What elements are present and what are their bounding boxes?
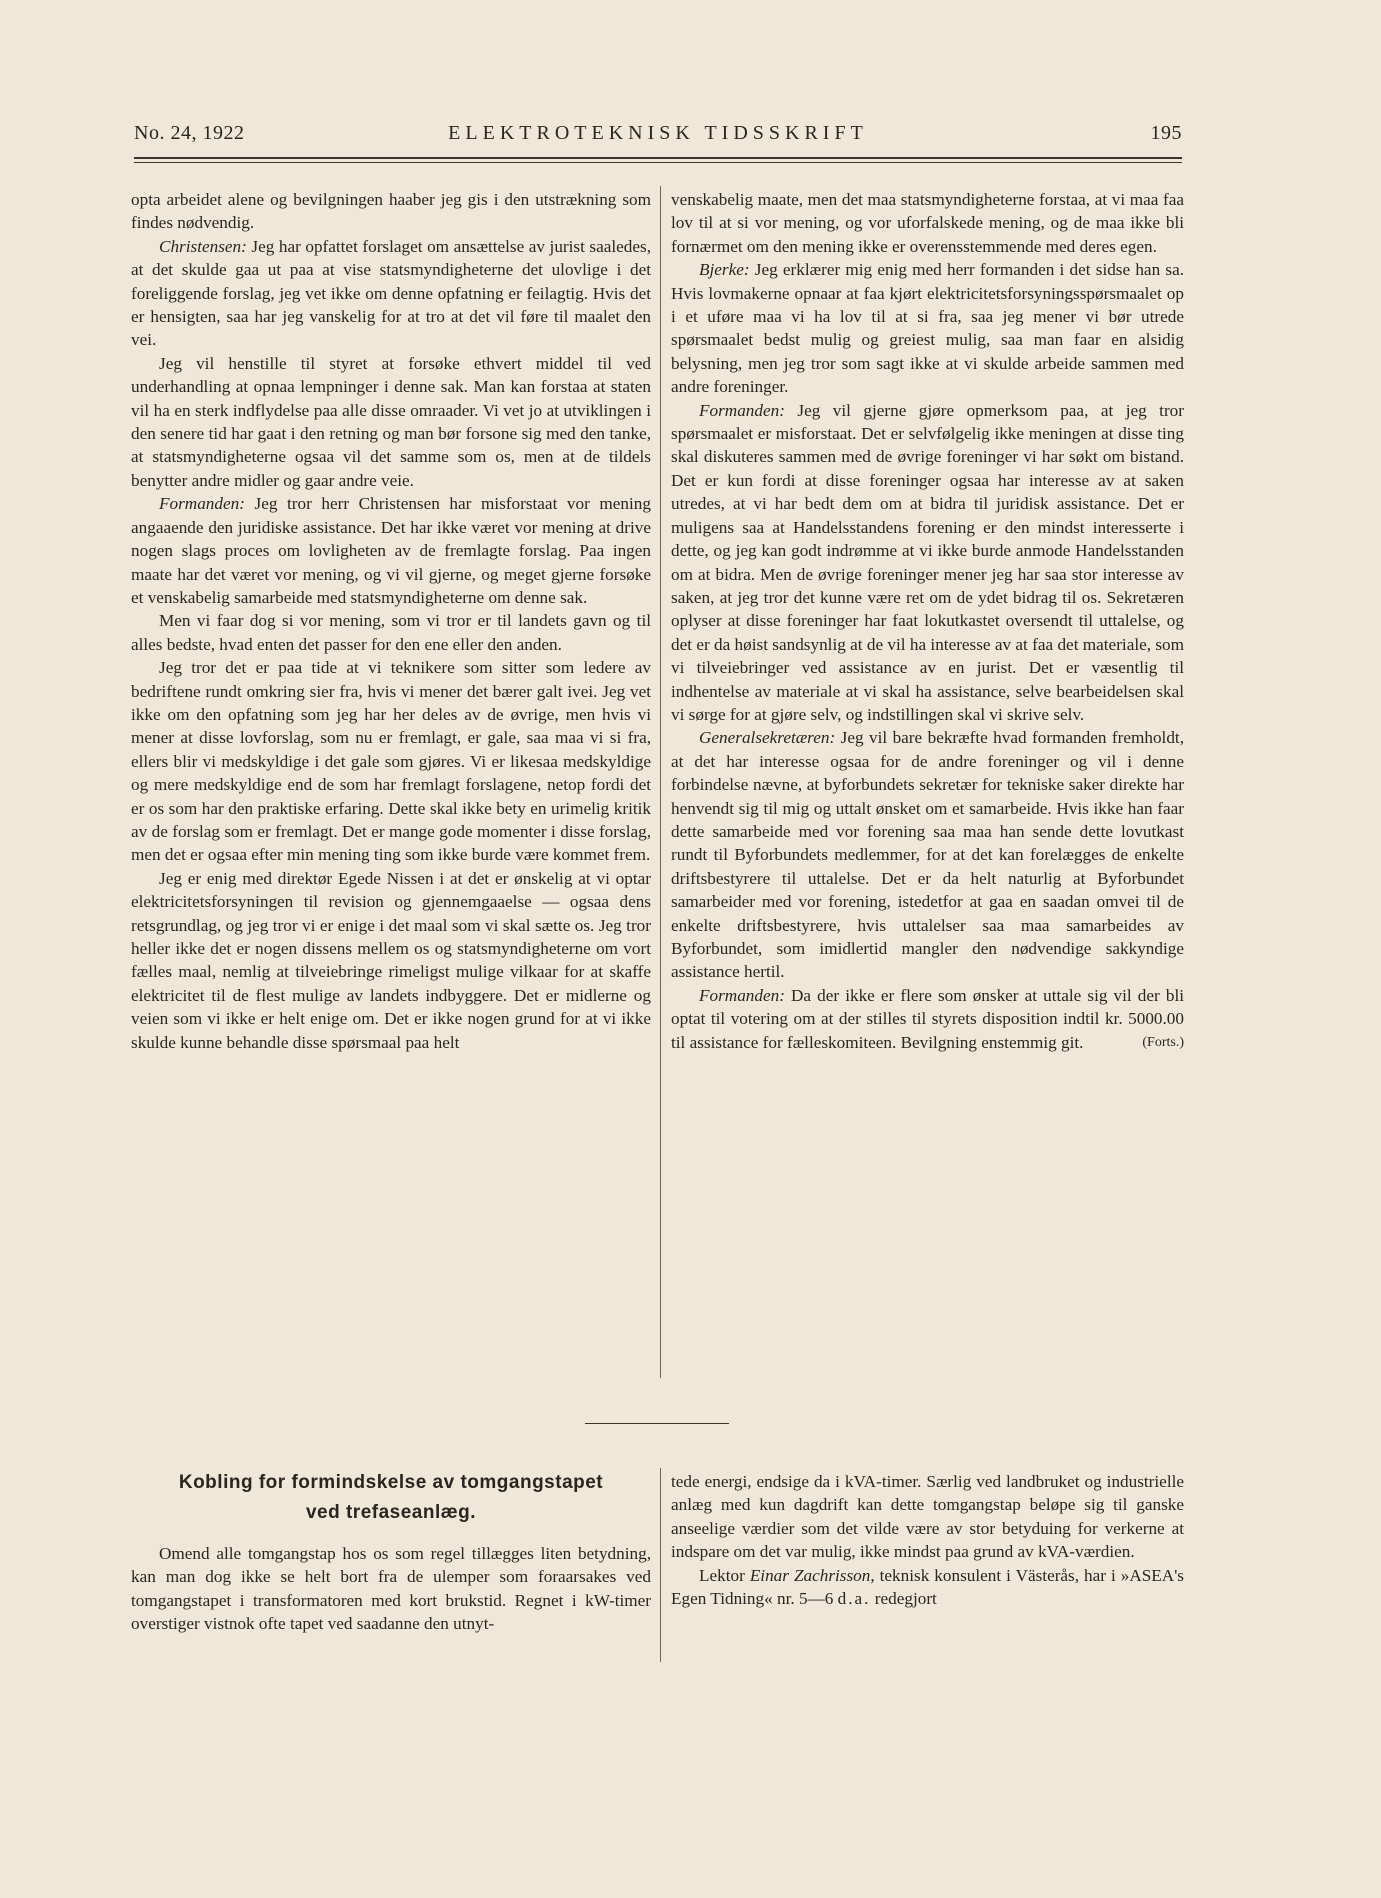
paragraph: tede energi, endsige da i kVA-timer. Særlig ved landbruket og industrielle anlæg med kun dagdrift kan dette tomgangstap beløpe sig til ganske anseelige værdier som det vilde være av stor betyduing for verkerne at indspare om det var mulig, ikke mindst paa grund av kVA-værdien.: [671, 1472, 1184, 1562]
text-run: d.a.: [837, 1589, 871, 1609]
text-run: , teknisk konsulent i Västerås, har i »ASEA's Egen Tidning« nr. 5—6: [671, 1565, 1184, 1609]
speaker-name: Formanden:: [159, 494, 245, 514]
speech-text: Jeg vil bare bekræfte hvad formanden fremholdt, at det har interesse ogsaa for de andre foreninger og vil i denne forbindelse nævne, at byforbundets sekretær for tekniske saker direkte har henvendt sig til mig og uttalt ønsket om et samarbeide. Hvis ikke han faar dette samarbeide med vor forening saa maa han sende dette lovutkast rundt til Byforbundets medlemmer, for at det kan forelægges de enkelte driftsbestyrere til uttalelse. Det er da helt naturlig at Byforbundet samarbeider med vor forening, istedetfor at gaa en saadan omvei til de enkelte driftsbestyrere, hvis uttalelser saa maa samarbeides av Byforbundet, som imidlertid mangler den nødvendige sakkyndige assistance hertil.: [671, 728, 1184, 982]
paragraph: venskabelig maate, men det maa statsmyndigheterne forstaa, at vi maa faa lov til at si vor mening, og vor uforfalskede mening, og de maa ikke bli fornærmet om den mening ikke er overensstemmende med deres egen.: [671, 190, 1184, 256]
speech-text: Jeg vil gjerne gjøre opmerksom paa, at jeg tror spørsmaalet er misforstaat. Det er selvfølgelig ikke meningen at disse ting skal diskuteres sammen med de øvrige foreninger vi har søkt om bistand. Det er kun fordi at disse foreninger ogsaa har interesse av at saken utredes, at vi har bedt dem om at bidra til juridisk assistance. Det er muligens saa at Handelsstandens forening er den mindst interesserte i dette, og jeg kan godt indrømme at vi ikke burde anmode Handelsstanden om at bidra. Men de øvrige foreninger mener jeg har saa stor interesse av saken, at jeg tror det kunne være ret om de ydet bidrag til os. Sekretæren oplyser at disse foreninger har faat lokutkastet oversendt til uttalelse, og det er da høist sandsynlig at de vil ha interesse av at faa det materiale, som vi tilveiebringer ved assistance av en jurist. Det er væsentlig til indhentelse av materiale at vi skal ha assistance, selve bearbeidelsen skal vi sørge for at gjøre selv, og indstillingen skal vi skrive selv.: [671, 400, 1184, 724]
speaker-name: Generalsekretæren:: [699, 728, 836, 748]
speaker-name: Formanden:: [699, 400, 785, 420]
paragraph: Men vi faar dog si vor mening, som vi tror er til landets gavn og til alles bedste, hvad enten det passer for den ene eller den anden.: [131, 611, 651, 654]
issue-number: No. 24, 1922: [134, 122, 245, 144]
paragraph: Jeg vil henstille til styret at forsøke ethvert middel til ved underhandling at opnaa lempninger i denne sak. Man kan forstaa at staten vil ha en sterk indflydelse paa alle disse omraader. Vi vet jo at utviklingen i den senere tid har gaat i den retning og man bør forsone sig med den tanke, at statsmyndigheterne ogsaa vil det samme som os, men at de tildels benytter andre midler og gaar andre veie.: [131, 353, 651, 490]
article-right-column: [671, 1470, 1184, 1610]
text-run: Lektor: [699, 1565, 750, 1585]
journal-title: ELEKTROTEKNISK TIDSSKRIFT: [448, 122, 868, 144]
paragraph: [671, 399, 1184, 727]
paragraph: Jeg tror det er paa tide at vi teknikere som sitter som ledere av bedriftene rundt omkring sier fra, hvis vi mener det bærer galt ivei. Jeg vet ikke om den opfatning som jeg har her deles av de øvrige, men hvis vi mener at disse lovforslag, som nu er fremlagt, er gale, saa maa vi si fra, ellers blir vi medskyldige i det gale som gjøres. Vi er likesaa medskyldige og mere medskyldige end de som har fremlagt forslagene, netop fordi det er os som har den praktiske erfaring. Dette skal ikke bety en urimelig kritik av de forslag som er fremlagt. Det er mange gode momenter i disse forslag, men det er ogsaa efter min mening ting som ikke burde være kommet frem.: [131, 658, 651, 865]
article-left-column: [131, 1542, 651, 1636]
speech-text: Jeg tror herr Christensen har misforstaat vor mening angaaende den juridiske assistance. Det har ikke været vor mening at drive nogen slags proces om lovligheten av de fremlagte forslag. Paa ingen maate har det været vor mening, og vi vil gjerne, og meget gjerne forsøke et venskabelig samarbeide med statsmyndigheterne om denne sak.: [131, 494, 651, 607]
article-title-line: Kobling for formindskelse av tomgangstapet: [178, 1472, 604, 1493]
article-title-line: ved trefaseanlæg.: [305, 1502, 477, 1523]
paragraph: [671, 1564, 1184, 1611]
paragraph: [671, 726, 1184, 983]
page-header: [134, 122, 1182, 152]
paragraph: opta arbeidet alene og bevilgningen haaber jeg gis i den utstrækning som findes nødvendig.: [131, 190, 651, 233]
header-rule-thick: [134, 157, 1182, 159]
continued-note: (Forts.): [1142, 1034, 1184, 1050]
top-left-column: [131, 188, 651, 1054]
column-divider-top: [660, 186, 661, 1378]
paragraph: [671, 258, 1184, 398]
article-title: [131, 1468, 651, 1528]
speaker-name: Bjerke:: [699, 260, 750, 280]
top-right-column: [671, 188, 1184, 1054]
column-divider-bottom: [660, 1468, 661, 1662]
header-rule-thin: [134, 162, 1182, 163]
paragraph: Jeg er enig med direktør Egede Nissen i at det er ønskelig at vi optar elektricitetsforsyningen til revision og gjennemgaaelse — ogsaa dens retsgrundlag, og jeg tror vi er enige i det maal som vi skal sætte os. Jeg tror heller ikke det er nogen dissens mellem os og statsmyndigheterne om vort fælles maal, nemlig at tilveiebringe rimeligst mulige vilkaar for at skaffe elektricitet til de flest mulige av landets indbyggere. Det er midlerne og veien som vi ikke er helt enige om. Det er ikke nogen grund for at vi ikke skulde kunne behandle disse spørsmaal paa helt: [131, 868, 651, 1052]
speech-text: Da der ikke er flere som ønsker at uttale sig vil der bli optat til votering om at der stilles til styrets disposition indtil kr. 5000.00 til assistance for fælleskomiteen. Bevilgning enstemmig git.: [671, 985, 1184, 1052]
speech-text: Jeg erklærer mig enig med herr formanden i det sidse han sa. Hvis lovmakerne opnaar at faa kjørt elektricitetsforsyningsspørsmaalet op i et uføre maa vi ha lov til at si fra, saa jeg mener vi bør utrede spørsmaalet bedst mulig og greiest mulig, saa man faar en alsidig belysning, men jeg tror som sagt ikke at vi skulde arbeide sammen med andre foreninger.: [671, 260, 1184, 397]
author-name: Einar Zachrisson: [749, 1565, 871, 1585]
section-divider: [585, 1423, 729, 1424]
paragraph: [131, 235, 651, 352]
text-run: redegjort: [870, 1589, 937, 1609]
paragraph: Omend alle tomgangstap hos os som regel tillægges liten betydning, kan man dog ikke se helt bort fra de ulemper som foraarsakes ved tomgangstapet i transformatoren med kort brukstid. Regnet i kW-timer overstiger vistnok ofte tapet ved saadanne den utnyt-: [131, 1544, 651, 1634]
paragraph: [131, 492, 651, 609]
speaker-name: Formanden:: [699, 985, 785, 1005]
page-number: 195: [1150, 122, 1182, 144]
speech-text: Jeg har opfattet forslaget om ansættelse av jurist saaledes, at det skulde gaa ut paa at vise statsmyndigheterne det ulovlige i det foreliggende forslag, jeg vet ikke om denne opfatning er feilagtig. Hvis det er hensigten, saa har jeg vanskelig for at tro at det vil føre til maalet den vei.: [131, 236, 651, 350]
speaker-name: Christensen:: [159, 236, 247, 256]
paragraph: [671, 984, 1184, 1054]
